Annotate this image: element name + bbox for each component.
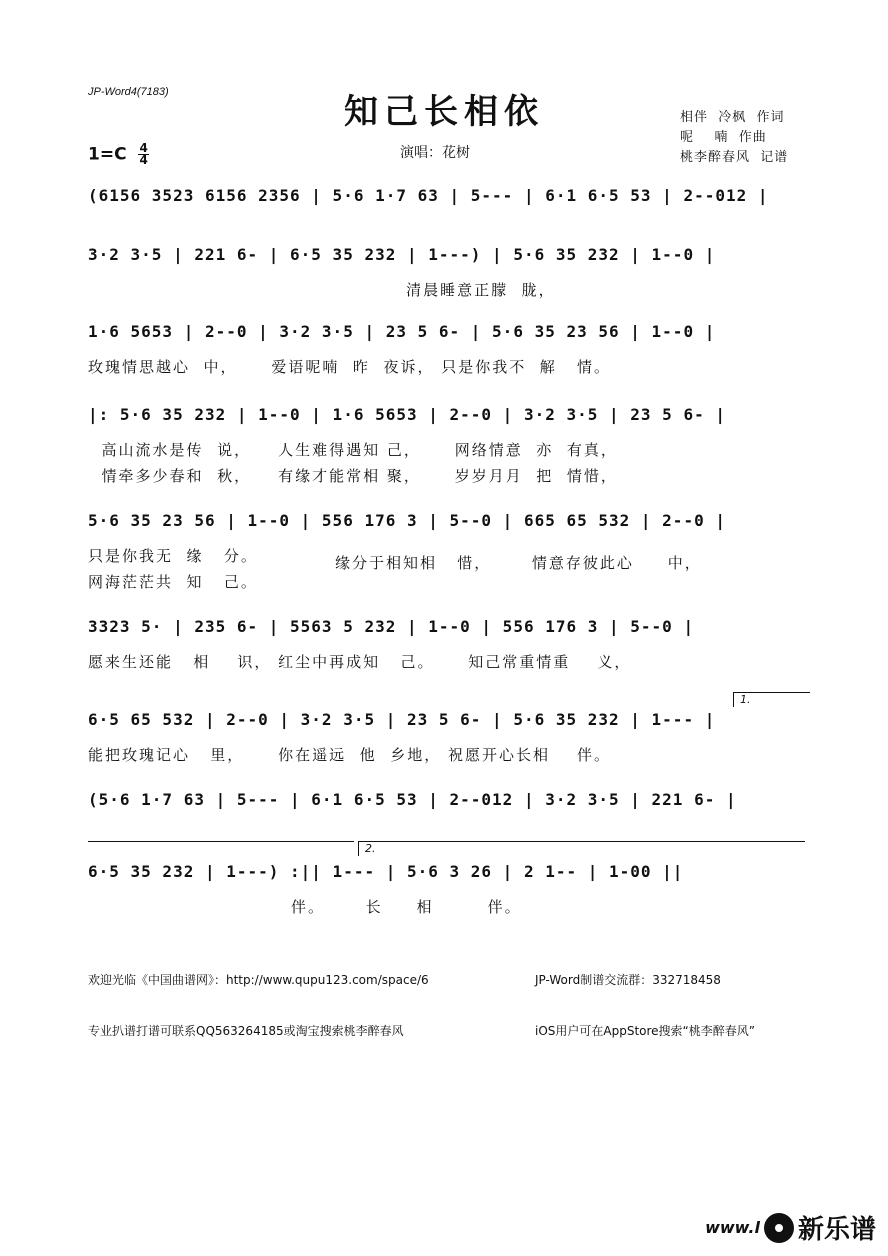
notation-line: 1·6 5653 | 2--0 | 3·2 3·5 | 23 5 6- | 5·6 35 23 56 | 1--0 | bbox=[88, 322, 716, 341]
footer-right bbox=[535, 938, 755, 1057]
song-title: 知己长相依 bbox=[344, 92, 544, 132]
footer-left bbox=[88, 938, 429, 1057]
line-extension bbox=[88, 841, 354, 842]
notation-line: (5·6 1·7 63 | 5--- | 6·1 6·5 53 | 2--012 | 3·2 3·5 | 221 6- | bbox=[88, 790, 737, 809]
lyric-line: 缘分于相知相 惜， 情意存彼此心 中， bbox=[335, 554, 702, 572]
lyric-line: 清晨睡意正朦 胧， bbox=[88, 281, 556, 299]
time-signature bbox=[138, 143, 148, 166]
volta-1: 1. bbox=[733, 692, 810, 707]
notation-line: 6·5 35 232 | 1---) :|| 1--- | 5·6 3 26 | 2 1-- | 1-00 || bbox=[88, 862, 684, 881]
notation-line: (6156 3523 6156 2356 | 5·6 1·7 63 | 5--- | 6·1 6·5 53 | 2--012 | bbox=[88, 186, 769, 205]
disc-icon bbox=[764, 1213, 794, 1243]
lyric-line: 玫瑰情思越心 中， 爱语呢喃 昨 夜诉， 只是你我不 解 情。 bbox=[88, 358, 612, 376]
lyric-line: 高山流水是传 说， 人生难得遇知 己， 网络情意 亦 有真， bbox=[88, 441, 618, 459]
watermark-url: www.l bbox=[705, 1218, 760, 1237]
lyric-line: 网海茫茫共 知 己。 bbox=[88, 573, 258, 591]
footer-group: JP-Word制谱交流群：332718458 bbox=[535, 973, 721, 987]
time-bottom: 4 bbox=[139, 153, 148, 167]
volta-2: 2. bbox=[358, 841, 805, 856]
key-label: 1=C bbox=[88, 144, 127, 165]
source-label: JP-Word4(7183) bbox=[88, 86, 169, 98]
notation-line: 3·2 3·5 | 221 6- | 6·5 35 232 | 1---) | 5·6 35 232 | 1--0 | bbox=[88, 245, 716, 264]
notation-line: |: 5·6 35 232 | 1--0 | 1·6 5653 | 2--0 | 3·2 3·5 | 23 5 6- | bbox=[88, 405, 726, 424]
composer-credit: 呢 喃 作曲 bbox=[680, 130, 767, 145]
credits bbox=[680, 108, 788, 168]
singer-label: 演唱：花树 bbox=[400, 145, 470, 161]
lyric-line: 愿来生还能 相 识， 红尘中再成知 己。 知己常重情重 义， bbox=[88, 653, 632, 671]
notation-line: 5·6 35 23 56 | 1--0 | 556 176 3 | 5--0 | 665 65 532 | 2--0 | bbox=[88, 511, 726, 530]
footer-contact: 专业扒谱打谱可联系QQ563264185或淘宝搜索桃李醉春风 bbox=[88, 1024, 404, 1038]
key-signature bbox=[88, 143, 149, 166]
lyric-line: 情牵多少春和 秋， 有缘才能常相 聚， 岁岁月月 把 情惜， bbox=[88, 467, 618, 485]
notation-line: 3323 5· | 235 6- | 5563 5 232 | 1--0 | 556 176 3 | 5--0 | bbox=[88, 617, 695, 636]
watermark-brand: 新乐谱 bbox=[797, 1215, 876, 1245]
lyric-line: 伴。 长 相 伴。 bbox=[88, 898, 522, 916]
footer-website: 欢迎光临《中国曲谱网》：http://www.qupu123.com/space/6 bbox=[88, 973, 429, 987]
time-top: 4 bbox=[139, 141, 148, 155]
transcriber-credit: 桃李醉春风 记谱 bbox=[680, 150, 789, 165]
watermark-logo bbox=[705, 1209, 876, 1246]
lyric-line: 能把玫瑰记心 里， 你在遥远 他 乡地， 祝愿开心长相 伴。 bbox=[88, 746, 612, 764]
notation-line: 6·5 65 532 | 2--0 | 3·2 3·5 | 23 5 6- | 5·6 35 232 | 1--- | bbox=[88, 710, 716, 729]
lyric-line: 只是你我无 缘 分。 bbox=[88, 547, 258, 565]
lyricist-credit: 相伴 冷枫 作词 bbox=[680, 110, 785, 125]
footer-ios: iOS用户可在AppStore搜索“桃李醉春风” bbox=[535, 1024, 755, 1038]
